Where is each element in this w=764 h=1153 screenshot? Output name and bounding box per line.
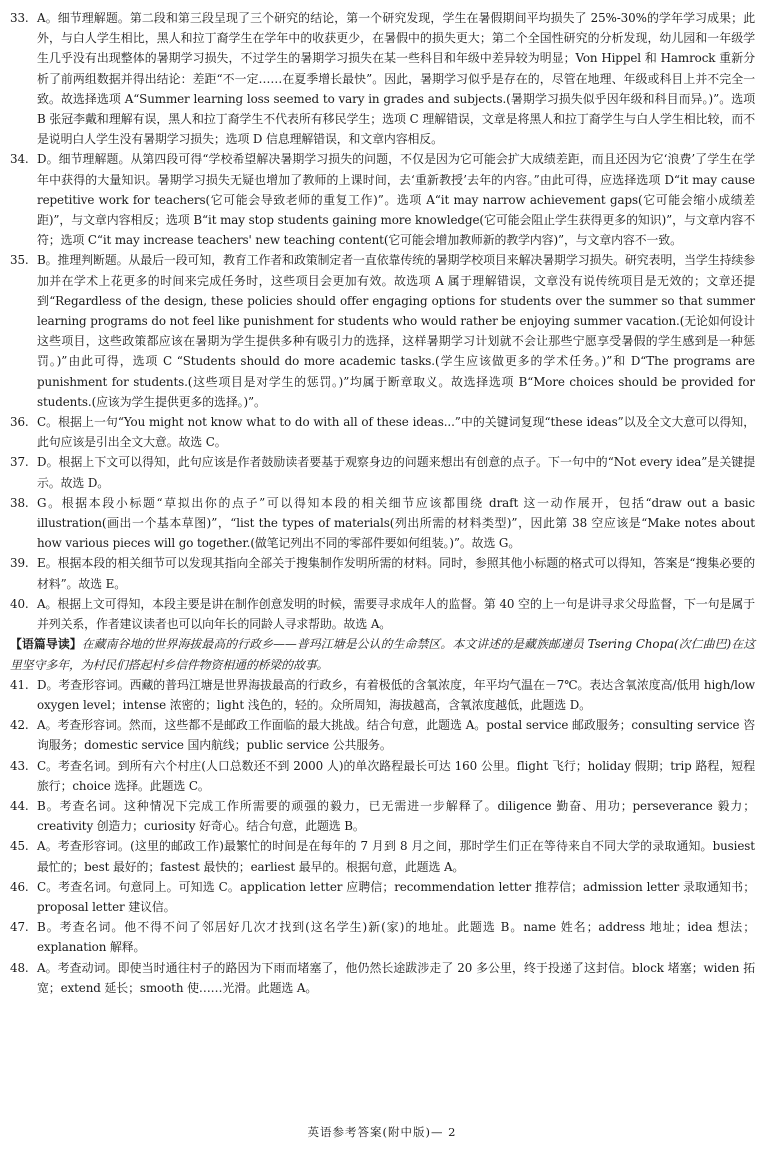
answer-item [10,452,755,492]
answer-text: D。考查形容词。西藏的普玛江塘是世界海拔最高的行政乡，有着极低的含氧浓度，年平均气温在－7℃。表达含氧浓度高/低用 high/low oxygen level；intense 浓密的；light 浅色的，轻的。众所周知，海拔越高，含氧浓度越低，此题选 D。 [37,677,755,712]
answer-item [10,8,755,149]
answer-item [10,553,755,593]
answer-item [10,412,755,452]
answer-text: B。考查名词。他不得不问了邻居好几次才找到(这名学生)新(家)的地址。此题选 B。name 姓名；address 地址；idea 想法；explanation 解释。 [37,920,755,955]
answer-number: 44. [10,798,29,813]
answer-text: A。考查动词。即使当时通往村子的路因为下雨而堵塞了，他仍然长途跋涉走了 20 多公里，终于投递了这封信。block 堵塞；widen 拓宽；extend 延长；smooth 使……光滑。此题选 A。 [37,960,755,995]
answer-number: 33. [10,11,29,25]
guide-tag: 【语篇导读】 [10,637,82,652]
passage-guide [10,634,755,674]
answer-item [10,958,755,998]
answer-text: A。考查形容词。(这里的邮政工作)最繁忙的时间是在每年的 7 月到 8 月之间，那时学生们正在等待来自不同大学的录取通知。busiest 最忙的；best 最好的；fastest 最快的；earliest 最早的。根据句意，此题选 A。 [37,839,755,874]
answer-item [10,493,755,554]
answer-item [10,796,755,836]
answer-number: 46. [10,879,29,894]
answer-text: C。根据上一句“You might not know what to do with all of these ideas...”中的关键词复现“these ideas”以及全文大意可以得知，此句应该是引出全文大意。故选 C。 [37,415,755,450]
page-footer: 英语参考答案(附中版)— 2 [307,1125,457,1139]
answer-number: 48. [10,960,29,975]
answer-text: B。推理判断题。从最后一段可知，教育工作者和政策制定者一直依靠传统的暑期学校项目来解决暑期学习损失。研究表明，当学生持续参加并在学术上花更多的时间来完成任务时，这些项目会更加有效。故选项 A 属于理解错误，文章没有说传统项目是无效的；文章还提到“Regardless of the design, these policies should offer engaging options for students over the summer so that summer learning programs do not feel like punishment for students who would rather be enjoying summer vacation.(无论如何设计这些项目，这些政策都应该在暑期为学生提供多种有吸引力的选择，这样暑期学习计划就不会让那些宁愿享受暑假的学生感到是一种惩罚。)”由此可得，选项 C “Students should do more academic tasks.(学生应该做更多的学术任务。)”和 D“The programs are punishment for students.(这些项目是对学生的惩罚。)”均属于断章取义。故选择选项 B“More choices should be provided for students.(应该为学生提供更多的选择。)”。 [37,253,755,409]
answer-text: C。考查名词。到所有六个村庄(人口总数还不到 2000 人)的单次路程最长可达 160 公里。flight 飞行；holiday 假期；trip 路程，短程旅行；choice 选择。此题选 C。 [37,758,755,793]
answer-number: 39. [10,556,29,571]
answer-number: 38. [10,495,29,510]
answer-item [10,675,755,715]
answer-number: 37. [10,455,29,470]
answer-text: B。考查名词。这种情况下完成工作所需要的顽强的毅力，已无需进一步解释了。diligence 勤奋、用功；perseverance 毅力；creativity 创造力；curiosity 好奇心。结合句意，此题选 B。 [37,798,755,834]
answer-item [10,149,755,250]
answer-number: 43. [10,758,29,773]
answer-text: G。根据本段小标题“草拟出你的点子”可以得知本段的相关细节应该都围绕 draft 这一动作展开，包括“draw out a basic illustration(画出一个基本草图)”，“list the types of materials(列出所需的材料类型)”，因此第 38 空应该是“Make notes about how various pieces will go together.(做笔记列出不同的零部件要如何组装。)”。故选 G。 [37,495,755,551]
answer-item [10,594,755,634]
answer-text: D。细节理解题。从第四段可得“学校希望解决暑期学习损失的问题，不仅是因为它可能会扩大成绩差距，而且还因为它‘浪费’了学生在学年中获得的大量知识。暑期学习损失无疑也增加了教师的上课时间，去‘重新教授’去年的内容。”由此可得，应选择选项 D“it may cause repetitive work for teachers(它可能会导致老师的重复工作)”。选项 A“it may narrow achievement gaps(它可能会缩小成绩差距)”，与文章内容相反；选项 B“it may stop students gaining more knowledge(它可能会阻止学生获得更多的知识)”，与文章内容不符；选项 C“it may increase teachers' new teaching content(它可能会增加教师新的教学内容)”，与文章内容不一致。 [37,152,755,248]
answer-document [10,8,755,998]
answer-number: 45. [10,839,29,854]
answer-item [10,917,755,957]
answer-number: 34. [10,152,29,167]
answer-text: A。根据上文可得知，本段主要是讲在制作创意发明的时候，需要寻求成年人的监督。第 40 空的上一句是讲寻求父母监督，下一句是属于并列关系，作者建议读者也可以向年长的同龄人寻求帮助。故选 A。 [37,596,755,632]
answer-item [10,877,755,917]
answer-number: 36. [10,415,29,430]
answer-item [10,715,755,755]
answer-text: A。细节理解题。第二段和第三段呈现了三个研究的结论，第一个研究发现，学生在暑假期间平均损失了 25%-30%的学年学习成果；此外，与白人学生相比，黑人和拉丁裔学生在学年中的收获更少，在暑假中的损失更大；第二个全国性研究的分析发现，幼儿园和一年级学生几乎没有出现整体的暑期学习损失，不过学生的暑期学习损失在某一些科目和年级中差异较为明显；Von Hippel 和 Hamrock 重新分析了前两组数据并得出结论：差距“不一定……在夏季增长最快”。因此，暑期学习似乎是存在的，尽管在地理、年级或科目上并不完全一致。故选择选项 A“Summer learning loss seemed to vary in grades and subjects.(暑期学习损失似乎因年级和科目而异。)”。选项 B 张冠李戴和理解有误，黑人和拉丁裔学生不代表所有移民学生；选项 C 理解错误，文章是将黑人和拉丁裔学生与白人学生相比较，而不是说明白人学生没有暑期学习损失；选项 D 信息理解错误，和文章内容相反。 [37,11,755,147]
answer-text: E。根据本段的相关细节可以发现其指向全部关于搜集制作发明所需的材料。同时，参照其他小标题的格式可以得知，答案是“搜集必要的材料”。故选 E。 [37,556,755,591]
answer-number: 35. [10,253,29,268]
answer-text: C。考查名词。句意同上。可知选 C。application letter 应聘信；recommendation letter 推荐信；admission letter 录取通知书；proposal letter 建议信。 [37,879,755,914]
guide-text: 在藏南谷地的世界海拔最高的行政乡——普玛江塘是公认的生命禁区。本文讲述的是藏族邮递员 Tsering Chopa(次仁曲巴)在这里坚守多年，为村民们搭起村乡信件物资相通的桥梁的故事。 [10,637,755,672]
answer-list-cloze [10,675,755,998]
answer-item [10,756,755,796]
answer-item [10,250,755,412]
answer-text: A。考查形容词。然而，这些都不是邮政工作面临的最大挑战。结合句意，此题选 A。postal service 邮政服务；consulting service 咨询服务；domestic service 国内航线；public service 公共服务。 [37,718,755,753]
answer-number: 41. [10,677,29,692]
answer-text: D。根据上下文可以得知，此句应该是作者鼓励读者要基于观察身边的问题来想出有创意的点子。下一句中的“Not every idea”是关键提示。故选 D。 [37,455,755,490]
answer-number: 47. [10,920,29,935]
answer-list-reading [10,8,755,634]
answer-number: 42. [10,718,29,733]
answer-number: 40. [10,596,29,611]
answer-item [10,836,755,876]
